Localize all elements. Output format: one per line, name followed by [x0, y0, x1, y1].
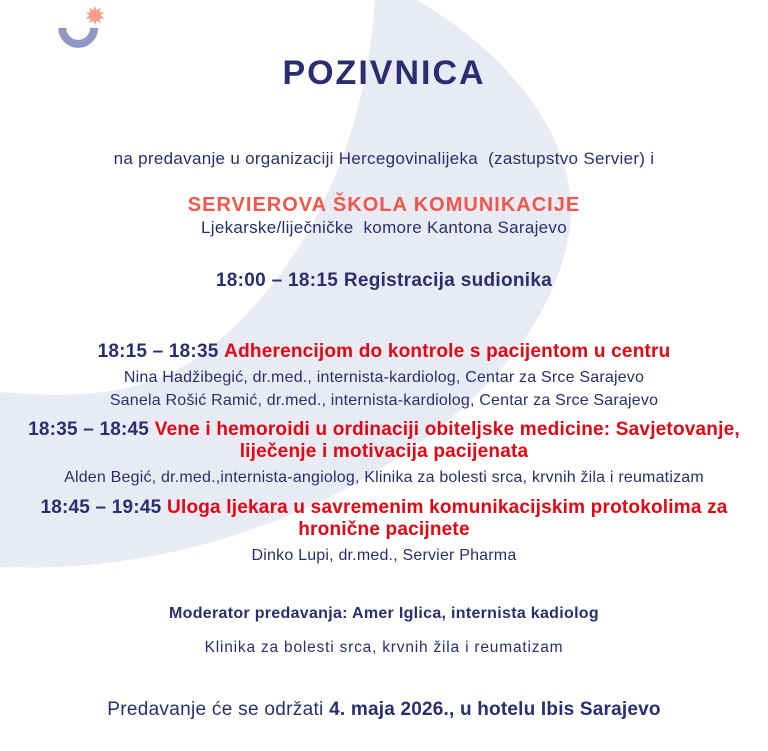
- talk-2-name-line-2: liječenje i motivacija pacijenata: [239, 441, 529, 462]
- registration-time: 18:00 – 18:15: [215, 270, 339, 291]
- footer-date-venue: 4. maja 2026., u hotelu Ibis Sarajevo: [329, 699, 661, 720]
- speaker-line: Sanela Rošić Ramić, dr.med., internista-kardiolog, Centar za Srce Sarajevo: [109, 392, 659, 409]
- page-title: POZIVNICA: [282, 54, 486, 92]
- registration-label: Registracija sudionika: [343, 270, 553, 291]
- talk-2-time: 18:35 – 18:45: [28, 419, 150, 440]
- talk-1-speakers: [0, 366, 768, 412]
- talk-block-2: [0, 419, 768, 489]
- intro-paragraph: [0, 101, 768, 285]
- intro-line-2: Ljekarske/liječničke komore Kantona Sarajevo: [201, 218, 567, 237]
- clinic-line: Klinika za bolesti srca, krvnih žila i reumatizam: [204, 639, 564, 656]
- intro-line-1: na predavanje u organizaciji Hercegovinalijeka (zastupstvo Servier) i: [113, 149, 655, 168]
- talk-3-time: 18:45 – 19:45: [40, 497, 162, 518]
- logo-star-icon: [86, 6, 105, 25]
- talk-2-speakers: [0, 466, 768, 489]
- talk-1-time: 18:15 – 18:35: [97, 341, 219, 362]
- speaker-line: Dinko Lupi, dr.med., Servier Pharma: [251, 547, 517, 564]
- talk-block-3: [0, 497, 768, 567]
- talk-1-name: Adherencijom do kontrole s pacijentom u centru: [224, 341, 671, 362]
- talk-3-speakers: [0, 544, 768, 567]
- talk-2-title: [0, 419, 768, 463]
- talk-3-title: [0, 497, 768, 541]
- registration-line: [0, 270, 768, 292]
- school-heading: SERVIEROVA ŠKOLA KOMUNIKACIJE: [187, 194, 581, 216]
- footer-text: Predavanje će se održati: [107, 699, 330, 720]
- talk-2-name-line-1: Vene i hemoroidi u ordinaciji obiteljske medicine: Savjetovanje,: [154, 419, 740, 440]
- talk-block-1: [0, 341, 768, 412]
- moderator-line: Moderator predavanja: Amer Iglica, internista kadiolog: [169, 605, 599, 622]
- logo-smile-arc-icon: [62, 28, 94, 44]
- footer-line: [0, 699, 768, 721]
- servier-logo: [18, 0, 133, 70]
- speaker-line: Nina Hadžibegić, dr.med., internista-kardiolog, Centar za Srce Sarajevo: [123, 369, 645, 386]
- talk-1-title: [0, 341, 768, 363]
- speaker-line: Alden Begić, dr.med.,internista-angiolog, Klinika za bolesti srca, krvnih žila i reumatizam: [64, 469, 704, 486]
- talk-3-name-line-1: Uloga ljekara u savremenim komunikacijskim protokolima za: [167, 497, 728, 518]
- talk-3-name-line-2: hronične pacijnete: [298, 519, 470, 540]
